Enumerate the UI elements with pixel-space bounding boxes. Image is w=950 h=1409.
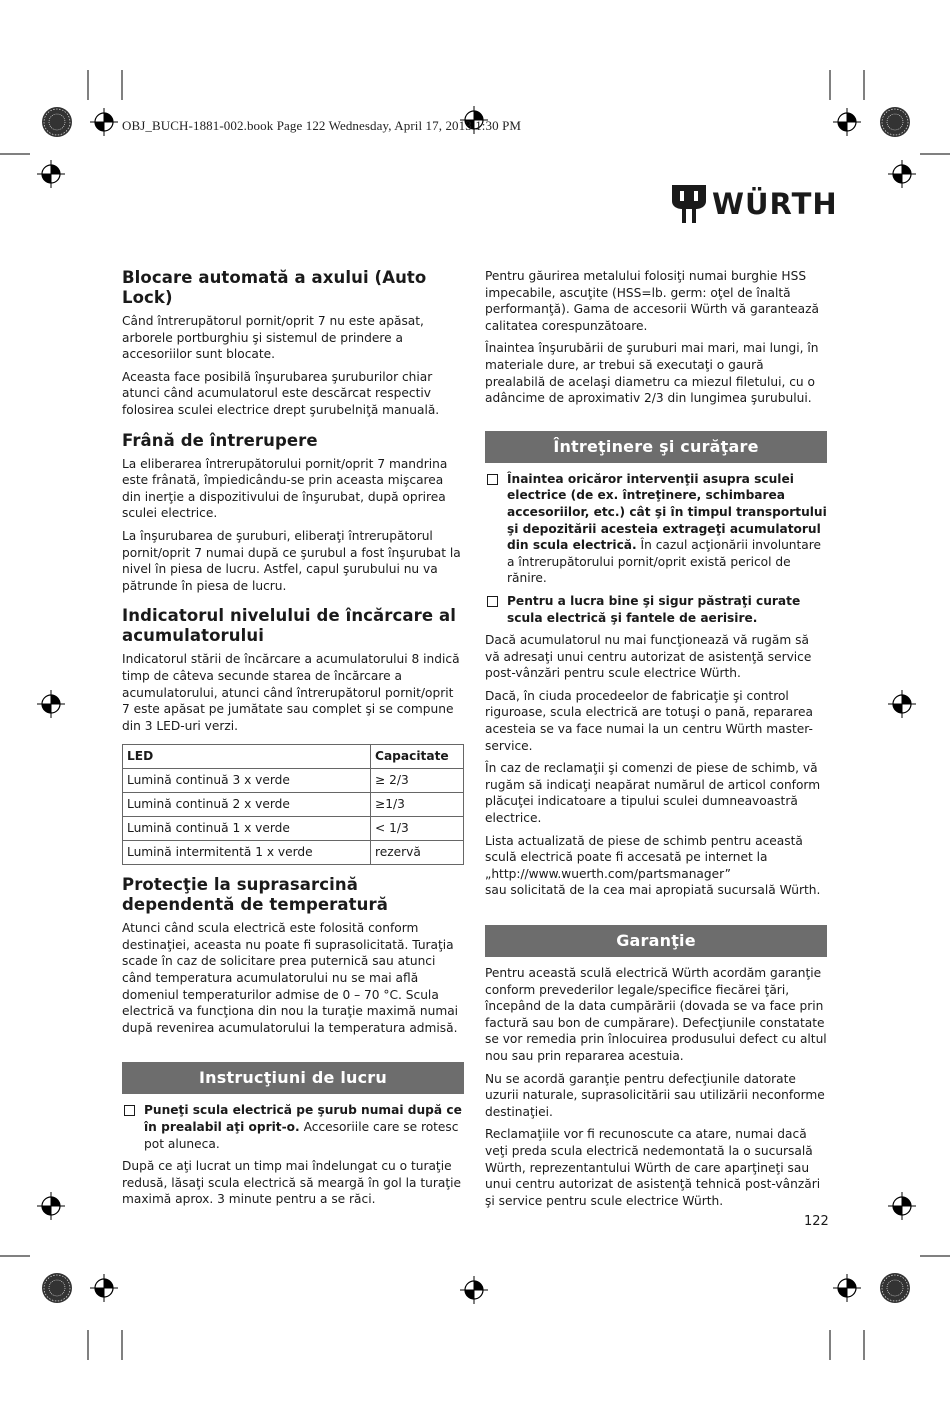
paragraph: Atunci când scula electrică este folosită conform destinaţiei, aceasta nu poate fi suprasolicitată. Turaţia scade în caz de solicitare prea puternică sau atunci când temperatura acumulatorului nu se mai află domeniul temperaturilor admise de 0 – 70 °C. Scula electrică va funcţiona din nou la turaţie maximă numai după revenirea acumulatorului la temperatura admisă. (122, 921, 459, 1035)
wurth-logo-icon (672, 185, 706, 223)
bullet-bold: Puneţi scula electrică pe şurub numai după ce în prealabil aţi oprit-o. (144, 1103, 462, 1135)
section-band-warranty: Garanţie (485, 925, 827, 957)
paragraph: În caz de reclamaţii şi comenzi de piese de schimb, vă rugăm să indicaţi neapărat numărul de articol conform plăcuţei indicatoare a tipului sculei dumneavoastră electrice. (485, 761, 821, 826)
table-row (123, 769, 464, 793)
paragraph (485, 833, 827, 899)
parts-url: „http://www.wuerth.com/partsmanager” (485, 866, 731, 881)
bullet-item (485, 593, 827, 626)
logo-text: WÜRTH (712, 187, 838, 221)
section-title-auto-lock: Blocare automată a axului (Auto Lock) (122, 268, 427, 307)
table-cell: < 1/3 (371, 817, 464, 841)
section-band-maintenance: Întreţinere şi curăţare (485, 431, 827, 463)
paragraph: Reclamaţiile vor fi recunoscute ca atare, numai dacă veţi preda scula electrică nedemontată la o sucursală Würth, reprezentantului Würth de care aparţineţi sau unui centru autorizat de asistenţă tehnică post-vânzări şi service pentru scule electrice Würth. (485, 1127, 821, 1208)
paragraph-text: sau solicitată de la cea mai apropiată sucursală Würth. (485, 883, 821, 898)
checkbox-icon (487, 474, 498, 485)
table-cell: ≥1/3 (371, 793, 464, 817)
bullet-bold: Pentru a lucra bine şi sigur păstraţi curate scula electrică şi fantele de aerisire. (507, 593, 801, 625)
section-title-brake: Frână de întrerupere (122, 430, 318, 450)
table-row (123, 793, 464, 817)
paragraph: Pentru această sculă electrică Würth acordăm garanţie conform prevederilor legale/specifice fiecărei ţări, începând de la data cumpărării (dovada se va face prin factură sau bon de cumpărare). Defecţiunile constatate se vor remedia prin înlocuirea produsului defect cu altul nou sau prin repararea acestuia. (485, 966, 827, 1063)
table-cell: rezervă (371, 841, 464, 865)
table-cell: Lumină continuă 2 x verde (123, 793, 371, 817)
table-header: Capacitate (371, 745, 464, 769)
paragraph: Înaintea înşurubării de şuruburi mai mari, mai lungi, în materiale dure, ar trebui să executaţi o gaură prealabilă de acelaşi diametru ca miezul filetului, cu o adâncime de aproximativ 2/3 din lungimea şurubului. (485, 341, 819, 406)
bullet-bold: Înaintea oricăror intervenţii asupra sculei electrice (de ex. întreţinere, schimbarea accesoriilor, etc.) cât şi în timpul transportului şi depozitării acesteia extrageţi acumulatorul din scula electrică. (507, 471, 827, 553)
paragraph: După ce aţi lucrat un timp mai îndelungat cu o turaţie redusă, lăsaţi scula electrică să meargă în gol la turaţie maximă aprox. 3 minute pentru a se răci. (122, 1159, 462, 1207)
checkbox-icon (487, 596, 498, 607)
paragraph: Nu se acordă garanţie pentru defecţiunile datorate uzurii naturale, suprasolicitării sau utilizării neconforme destinaţiei. (485, 1071, 825, 1119)
table-row (123, 817, 464, 841)
paragraph: Pentru găurirea metalului folosiţi numai burghie HSS impecabile, ascuţite (HSS=lb. germ: oţel de înaltă performanţă). Gama de accesorii Würth vă garantează calitatea corespunzătoare. (485, 269, 819, 333)
paragraph: Dacă acumulatorul nu mai funcţionează vă rugăm să vă adresaţi unui centru autorizat de asistenţă service post-vânzări pentru scule electrice Würth. (485, 633, 812, 681)
paragraph: Indicatorul stării de încărcare a acumulatorului 8 indică timp de câteva secunde starea de încărcare a acumulatorului, atunci când întrerupătorul pornit/oprit 7 este apăsat pe jumătate sau complet şi se compune din 3 LED-uri verzi. (122, 652, 460, 733)
table-cell: Lumină continuă 1 x verde (123, 817, 371, 841)
file-header: OBJ_BUCH-1881-002.book Page 122 Wednesday, April 17, 2013 1:30 PM (122, 118, 522, 133)
table-cell: ≥ 2/3 (371, 769, 464, 793)
bullet-text: În cazul acţionării involuntare a întrerupătorului pornit/oprit există pericol de rănire. (507, 538, 822, 586)
bullet-item (122, 1102, 464, 1152)
page-number: 122 (804, 1214, 829, 1229)
right-column (485, 268, 827, 1215)
paragraph: Când întrerupătorul pornit/oprit 7 nu este apăsat, arborele portburghiu şi sistemul de prindere a accesoriilor sunt blocate. (122, 314, 424, 362)
paragraph: Dacă, în ciuda procedeelor de fabricaţie şi control riguroase, scula electrică are totuşi o pană, repararea acesteia se va face numai la un centru Würth master-service. (485, 688, 813, 753)
bullet-text: Accesoriile care se rotesc pot aluneca. (144, 1120, 459, 1151)
paragraph-text: Lista actualizată de piese de schimb pentru această sculă electrică poate fi accesată pe internet la (485, 833, 803, 865)
table-cell: Lumină continuă 3 x verde (123, 769, 371, 793)
table-cell: Lumină intermitentă 1 x verde (123, 841, 371, 865)
bullet-item (485, 471, 827, 587)
section-band-instructions: Instrucţiuni de lucru (122, 1062, 464, 1094)
paragraph: La înşurubarea de şuruburi, eliberaţi întrerupătorul pornit/oprit 7 numai după ce şurubul a fost înşurubat la nivel în piesa de lucru. Astfel, capul şurubului nu va pătrunde în piesa de lucru. (122, 528, 461, 593)
table-header-row (123, 745, 464, 769)
wurth-logo (672, 185, 838, 225)
table-header: LED (123, 745, 371, 769)
section-title-overload: Protecţie la suprasarcină dependentă de temperatură (122, 875, 388, 915)
left-column (122, 268, 464, 1214)
section-title-charge-indicator: Indicatorul nivelului de încărcare al acumulatorului (122, 606, 457, 646)
paragraph: La eliberarea întrerupătorului pornit/oprit 7 mandrina este frânată, împiedicându-se prin aceasta mişcarea din inerţie a dispozitivului de înşurubat, după oprirea sculei electrice. (122, 456, 448, 521)
led-table (122, 744, 464, 865)
checkbox-icon (124, 1105, 135, 1116)
table-row (123, 841, 464, 865)
paragraph: Aceasta face posibilă înşurubarea şuruburilor chiar atunci când acumulatorul este descărcat respectiv folosirea sculei electrice drept şurubelniţă manuală. (122, 369, 440, 417)
